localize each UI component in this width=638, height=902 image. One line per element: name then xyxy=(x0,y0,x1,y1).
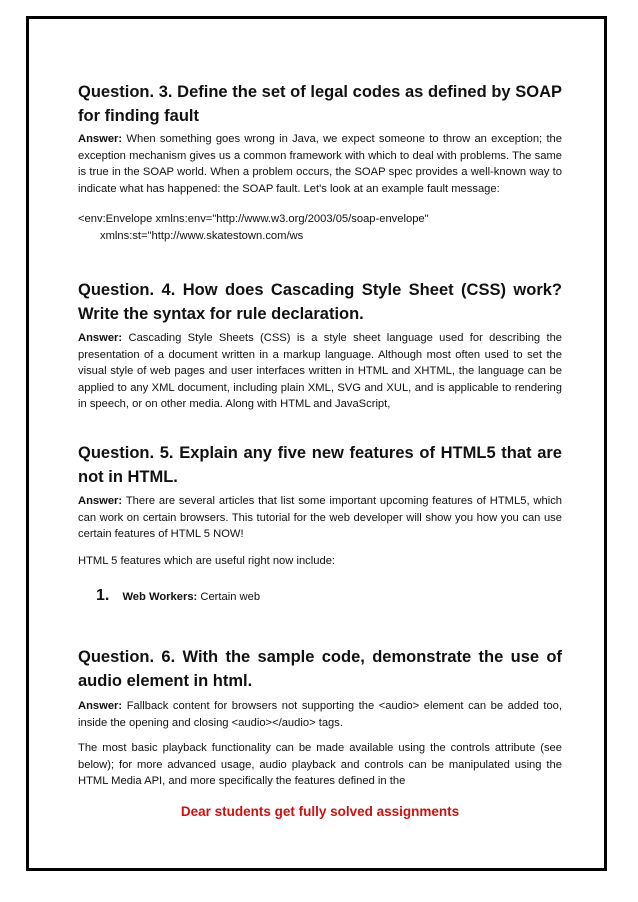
features-intro: HTML 5 features which are useful right now include: xyxy=(78,555,336,567)
question-3-title: Question. 3. Define the set of legal codes as defined by SOAP for finding fault xyxy=(78,83,562,125)
answer-label: Answer: xyxy=(78,332,123,344)
question-5-title: Question. 5. Explain any five new features of HTML5 that are not in HTML. xyxy=(78,444,562,486)
question-3-answer xyxy=(78,131,562,197)
answer-text: There are several articles that list some important upcoming features of HTML5, which can work on certain browsers. This tutorial for the web developer will show you how you can use certain features of HTML 5 NOW! xyxy=(78,495,563,540)
question-6-title: Question. 6. With the sample code, demonstrate the use of audio element in html. xyxy=(78,648,562,690)
question-6-answer xyxy=(78,698,562,731)
question-5-answer xyxy=(78,493,562,543)
promo-footer: Dear students get fully solved assignments xyxy=(180,804,460,819)
code-snippet xyxy=(78,211,562,244)
code-line-1: <env:Envelope xmlns:env="http://www.w3.org/2003/05/soap-envelope" xyxy=(78,213,429,225)
question-4-answer xyxy=(78,330,562,413)
list-text: Certain web xyxy=(200,591,261,603)
question-4-title: Question. 4. How does Cascading Style Sheet (CSS) work? Write the syntax for rule declaration. xyxy=(78,281,562,323)
answer-text: When something goes wrong in Java, we expect someone to throw an exception; the exception mechanism gives us a common framework with which to deal with problems. The same is true in the SOAP world. When a problem occurs, the SOAP spec provides a well-known way to indicate what has happened: the SOAP fault. Let's look at an example fault message: xyxy=(78,133,562,195)
answer-label: Answer: xyxy=(78,700,123,712)
list-item xyxy=(96,587,260,606)
answer-label: Answer: xyxy=(78,133,123,145)
code-line-2: xmlns:st="http://www.skatestown.com/ws xyxy=(100,229,304,242)
answer-text: Cascading Style Sheets (CSS) is a style sheet language used for describing the presentation of a document written in a markup language. Although most often used to set the visual style of web pages and user interfaces written in HTML and XHTML, the language can be applied to any XML document, including plain XML, SVG and XUL, and is applicable to rendering in speech, or on other media. Along with HTML and JavaScript, xyxy=(78,332,563,410)
answer-label: Answer: xyxy=(78,495,123,507)
question-6-paragraph-2: The most basic playback functionality can be made available using the controls attribute (see below); for more advanced usage, audio playback and controls can be manipulated using the HTML Media API, and more specifically the features defined in the xyxy=(78,742,562,787)
list-number: 1. xyxy=(96,587,110,604)
answer-text: Fallback content for browsers not supporting the <audio> element can be added too, inside the opening and closing <audio></audio> tags. xyxy=(78,700,563,729)
list-label: Web Workers: xyxy=(122,591,198,603)
